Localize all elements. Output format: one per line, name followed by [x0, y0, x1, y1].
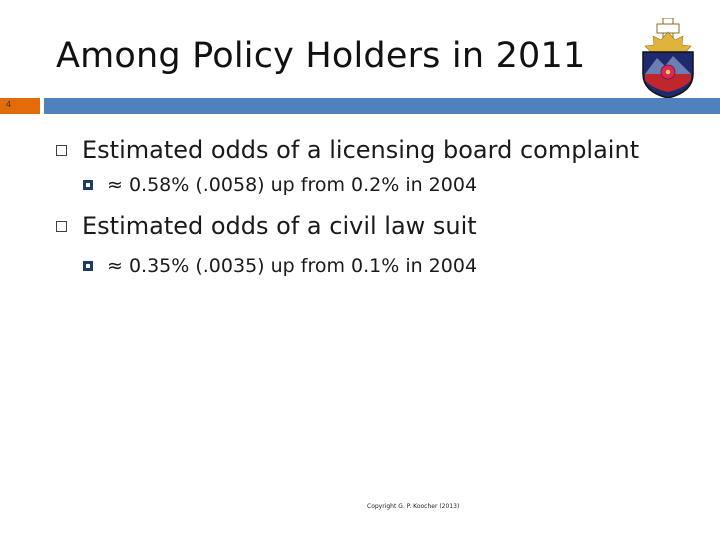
sub-bullet-text: ≈ 0.35% (.0035) up from 0.1% in 2004 [107, 255, 478, 277]
filled-square-bullet-icon [83, 261, 93, 271]
sub-bullet-text: ≈ 0.58% (.0058) up from 0.2% in 2004 [107, 174, 478, 196]
copyright-footer: Copyright G. P. Koocher (2013) [367, 503, 460, 510]
bullet-text: Estimated odds of a licensing board complaint [82, 136, 640, 164]
accent-bar-blue [44, 98, 720, 114]
square-bullet-icon [56, 221, 67, 232]
square-bullet-icon [56, 145, 67, 156]
military-crest-icon [635, 18, 701, 100]
slide-number: 4 [6, 100, 12, 109]
slide-title: Among Policy Holders in 2011 [56, 36, 586, 76]
filled-square-bullet-icon [83, 180, 93, 190]
bullet-text: Estimated odds of a civil law suit [82, 212, 477, 240]
